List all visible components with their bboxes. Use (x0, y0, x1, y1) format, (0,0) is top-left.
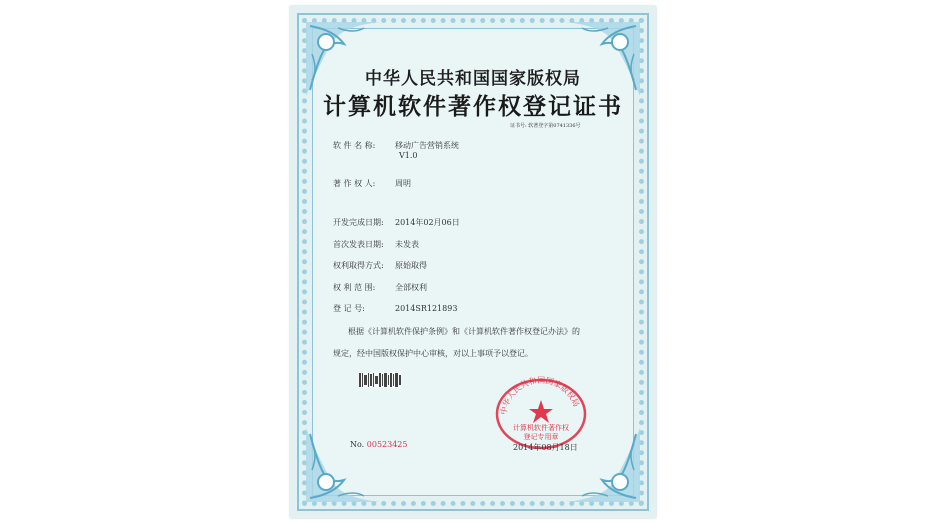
certificate-title: 计算机软件著作权登记证书 (323, 93, 623, 120)
field-value: 周明 (395, 179, 411, 188)
field-value: 移动广告营销系统 (395, 141, 459, 150)
field-value: 2014年02月06日 (395, 218, 460, 227)
field-value: 原始取得 (395, 261, 427, 270)
field-registration-number (333, 303, 457, 314)
field-acquisition-method (333, 260, 427, 271)
issue-date: 2014年08月18日 (513, 443, 578, 452)
field-label: 登 记 号: (333, 304, 365, 313)
field-rights-scope (333, 282, 427, 293)
field-label: 开发完成日期: (333, 218, 384, 227)
certificate-number: 证书号: 软著登字第0741336号 (510, 123, 581, 129)
field-label: 权利取得方式: (333, 261, 384, 270)
field-label: 软 件 名 称: (333, 141, 376, 150)
corner-ornament-icon (304, 426, 382, 504)
software-version: V1.0 (399, 151, 418, 160)
official-seal-icon (490, 374, 592, 450)
serial-value: 00523425 (366, 440, 408, 449)
statement-line: 规定，经中国版权保护中心审核，对以上事项予以登记。 (333, 349, 533, 358)
field-first-publication (333, 239, 419, 250)
seal-text-line2: 登记专用章 (523, 433, 559, 441)
statement-line: 根据《计算机软件保护条例》和《计算机软件著作权登记办法》的 (348, 327, 580, 336)
seal-ring-text: 中华人民共和国国家版权局 (499, 375, 581, 416)
field-label: 著 作 权 人: (333, 179, 376, 188)
field-label: 权 利 范 围: (333, 283, 376, 292)
issuer-title: 中华人民共和国国家版权局 (365, 69, 581, 89)
serial-label: No. (350, 440, 365, 449)
field-value: 2014SR121893 (395, 304, 458, 313)
field-value: 全部权利 (395, 283, 427, 292)
certificate (290, 6, 656, 518)
seal-text-line1: 计算机软件著作权 (513, 424, 569, 432)
field-label: 首次发表日期: (333, 240, 384, 249)
registration-statement (333, 321, 633, 365)
serial-number (350, 440, 407, 449)
field-software-name (333, 140, 459, 151)
field-value: 未发表 (395, 240, 419, 249)
field-copyright-owner (333, 178, 411, 189)
field-completion-date (333, 217, 460, 228)
barcode-icon (358, 372, 402, 388)
